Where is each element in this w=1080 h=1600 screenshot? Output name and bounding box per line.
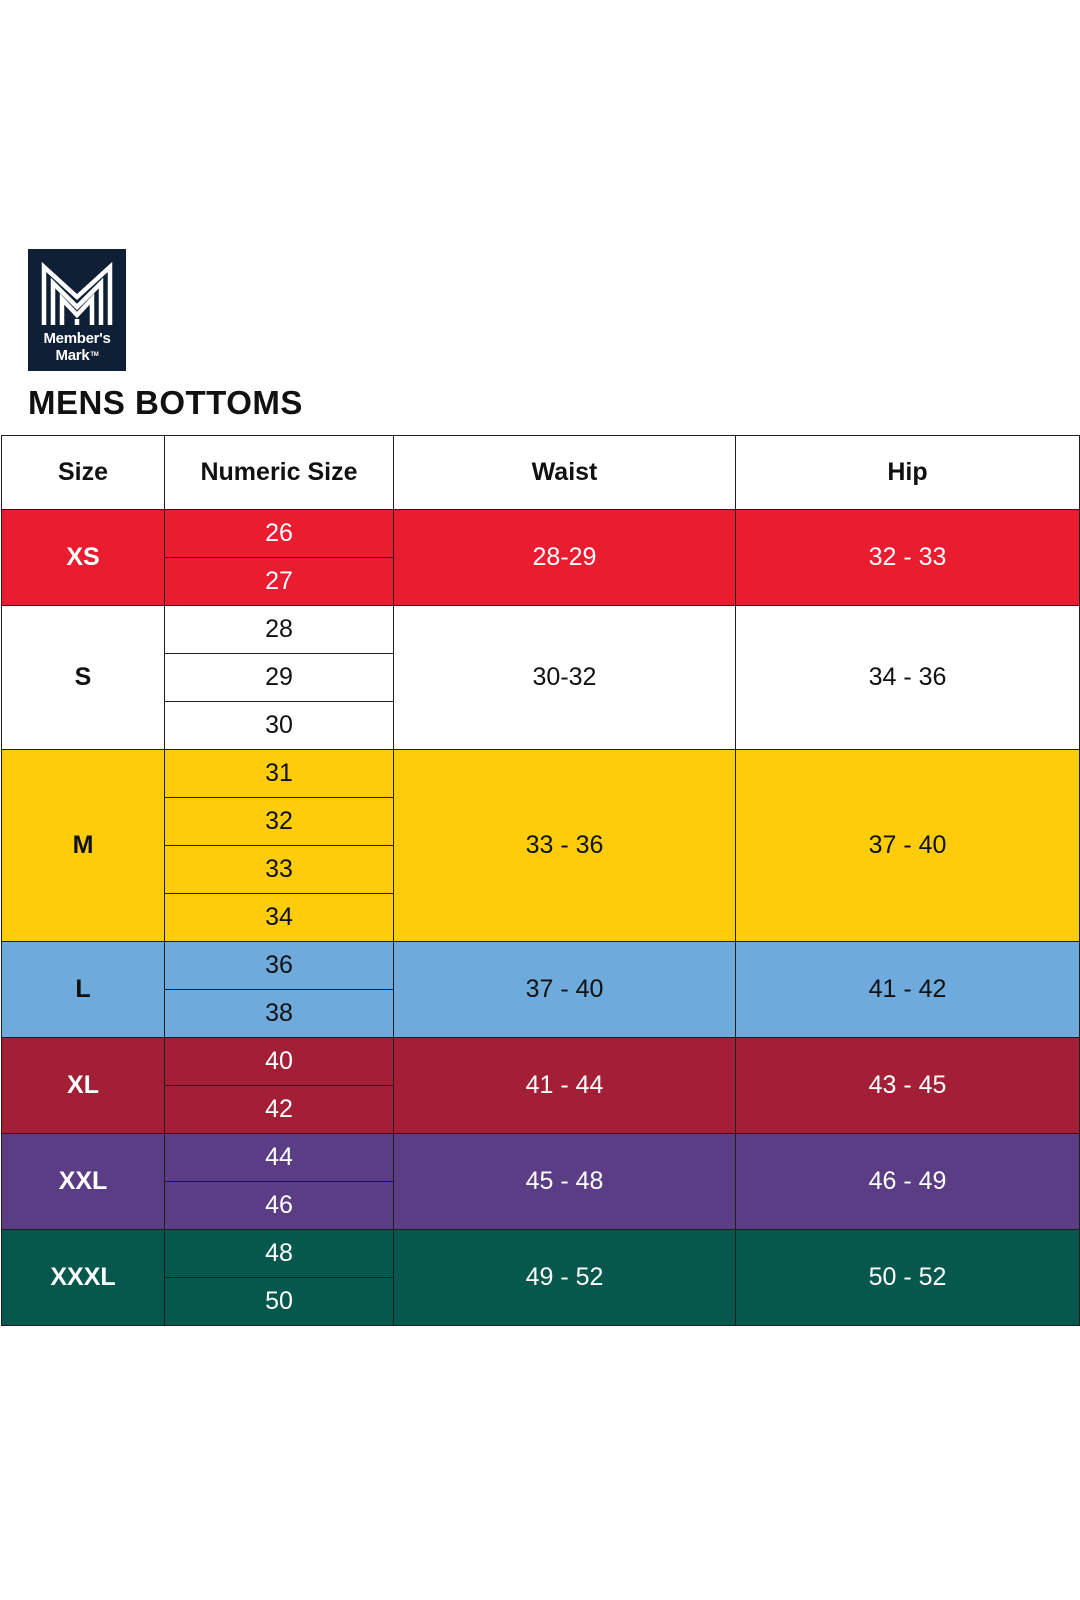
numeric-size-cell: 34: [165, 894, 394, 942]
numeric-size-cell: 32: [165, 798, 394, 846]
size-label-cell: L: [2, 942, 165, 1038]
waist-cell: 33 - 36: [394, 750, 736, 942]
table-row: [2, 510, 1080, 558]
numeric-size-cell: 38: [165, 990, 394, 1038]
numeric-size-cell: 30: [165, 702, 394, 750]
size-label-cell: S: [2, 606, 165, 750]
numeric-size-cell: 48: [165, 1230, 394, 1278]
numeric-size-cell: 46: [165, 1182, 394, 1230]
table-row: [2, 1230, 1080, 1278]
size-label-cell: XL: [2, 1038, 165, 1134]
numeric-size-cell: 28: [165, 606, 394, 654]
table-row: [2, 942, 1080, 990]
table-row: [2, 606, 1080, 654]
numeric-size-cell: 29: [165, 654, 394, 702]
numeric-size-cell: 36: [165, 942, 394, 990]
waist-cell: 41 - 44: [394, 1038, 736, 1134]
size-label-cell: XXXL: [2, 1230, 165, 1326]
numeric-size-cell: 42: [165, 1086, 394, 1134]
waist-cell: 30-32: [394, 606, 736, 750]
hip-cell: 50 - 52: [736, 1230, 1080, 1326]
logo-trademark: TM: [90, 352, 99, 358]
hip-cell: 46 - 49: [736, 1134, 1080, 1230]
size-chart-table: [1, 435, 1080, 1326]
header-waist: Waist: [394, 436, 736, 510]
numeric-size-cell: 44: [165, 1134, 394, 1182]
numeric-size-cell: 33: [165, 846, 394, 894]
numeric-size-cell: 27: [165, 558, 394, 606]
table-row: [2, 1134, 1080, 1182]
hip-cell: 32 - 33: [736, 510, 1080, 606]
size-label-cell: XXL: [2, 1134, 165, 1230]
size-label-cell: M: [2, 750, 165, 942]
table-row: [2, 1038, 1080, 1086]
hip-cell: 41 - 42: [736, 942, 1080, 1038]
m-logo-icon: [40, 257, 114, 329]
numeric-size-cell: 31: [165, 750, 394, 798]
header-row: [2, 436, 1080, 510]
logo-text-mark: Mark: [55, 347, 90, 364]
hip-cell: 43 - 45: [736, 1038, 1080, 1134]
hip-cell: 37 - 40: [736, 750, 1080, 942]
table-row: [2, 750, 1080, 798]
waist-cell: 45 - 48: [394, 1134, 736, 1230]
size-table-body: [2, 510, 1080, 1326]
size-label-cell: XS: [2, 510, 165, 606]
numeric-size-cell: 50: [165, 1278, 394, 1326]
header-numeric-size: Numeric Size: [165, 436, 394, 510]
hip-cell: 34 - 36: [736, 606, 1080, 750]
waist-cell: 49 - 52: [394, 1230, 736, 1326]
waist-cell: 37 - 40: [394, 942, 736, 1038]
header-size: Size: [2, 436, 165, 510]
logo-text-line1: Member's: [43, 330, 111, 347]
waist-cell: 28-29: [394, 510, 736, 606]
members-mark-logo: [28, 249, 126, 371]
logo-text-line2: [28, 347, 126, 364]
numeric-size-cell: 40: [165, 1038, 394, 1086]
header-hip: Hip: [736, 436, 1080, 510]
numeric-size-cell: 26: [165, 510, 394, 558]
page-title: MENS BOTTOMS: [28, 384, 303, 421]
